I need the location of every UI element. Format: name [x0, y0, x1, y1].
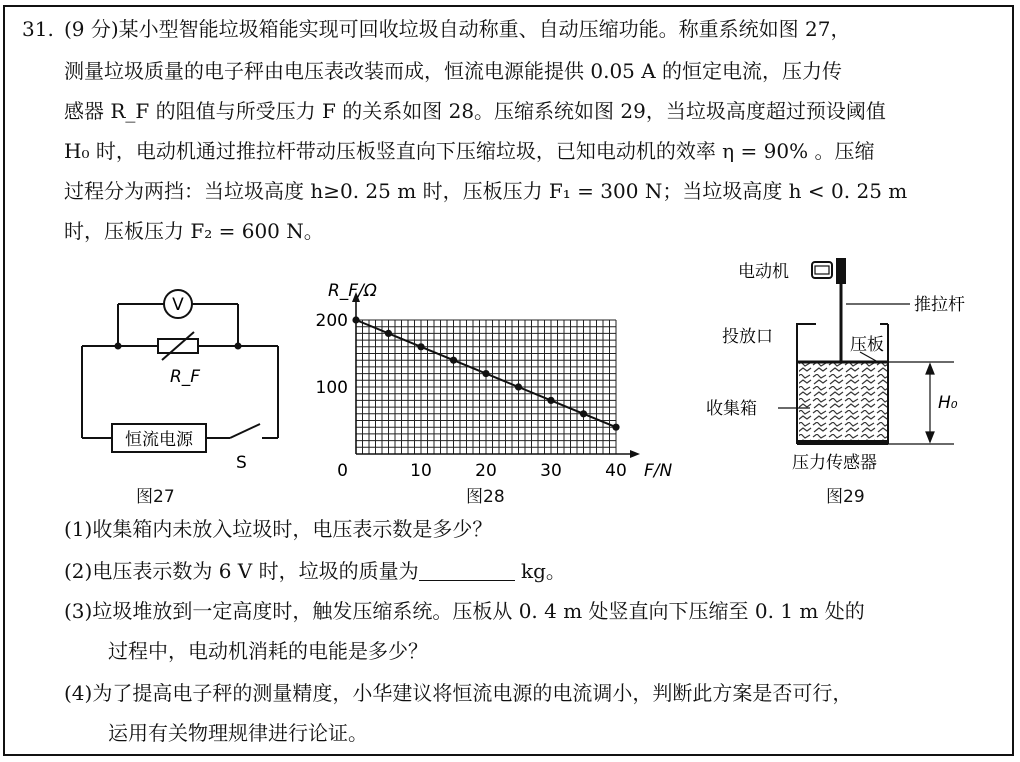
data-point — [612, 424, 619, 431]
sensor-label: 压力传感器 — [792, 453, 877, 473]
y-tick-label: 200 — [315, 311, 348, 331]
question-1-label: (1) — [64, 517, 93, 541]
trash-fill — [799, 362, 887, 440]
y-tick-label: 100 — [315, 378, 348, 398]
voltmeter-label: V — [172, 295, 184, 315]
inlet-edge — [797, 324, 816, 332]
problem-number: 31. — [22, 17, 54, 41]
inlet-label: 投放口 — [722, 327, 773, 347]
question-2-text: 电压表示数为 6 V 时，垃圾的质量为 — [92, 559, 419, 583]
x-axis-arrow — [630, 450, 640, 458]
data-point — [385, 330, 392, 337]
question-4 — [64, 680, 852, 706]
x-tick-label: 10 — [410, 461, 432, 481]
problem-line-5: 过程分为两挡：当垃圾高度 h≥0. 25 m 时，压板压力 F₁ = 300 N；当垃圾高度 h < 0. 25 m — [64, 179, 908, 203]
figure-27-caption: 图27 — [136, 487, 175, 507]
graph-grid — [356, 320, 616, 454]
rod-label: 推拉杆 — [914, 295, 965, 315]
pressure-sensor — [797, 440, 888, 445]
switch-label: S — [236, 453, 247, 473]
data-point — [547, 397, 554, 404]
question-2-unit: kg。 — [514, 559, 566, 583]
question-2 — [64, 558, 566, 584]
motor-label: 电动机 — [738, 262, 789, 282]
data-point — [450, 357, 457, 364]
question-3-label: (3) — [64, 599, 93, 623]
question-1-text: 收集箱内未放入垃圾时，电压表示数是多少？ — [92, 517, 493, 541]
question-1 — [64, 516, 492, 542]
resistor-label: R_F — [170, 367, 201, 387]
data-point — [352, 316, 359, 323]
figure-28-graph — [310, 270, 690, 490]
question-2-label: (2) — [64, 559, 93, 583]
problem-line-3: 感器 R_F 的阻值与所受压力 F 的关系如图 28。压缩系统如图 29，当垃圾高度超过预设阈值 — [64, 99, 886, 123]
bin-label: 收集箱 — [706, 399, 757, 419]
question-3-cont: 过程中，电动机消耗的电能是多少？ — [108, 639, 428, 663]
problem-line-4: H₀ 时，电动机通过推拉杆带动压板竖直向下压缩垃圾，已知电动机的效率 η = 90% 。压缩 — [64, 139, 875, 163]
question-4-label: (4) — [64, 681, 93, 705]
data-point — [482, 370, 489, 377]
x-tick-label: 20 — [475, 461, 497, 481]
problem-line-1: (9 分)某小型智能垃圾箱能实现可回收垃圾自动称重、自动压缩功能。称重系统如图 27， — [64, 17, 851, 41]
question-4-text: 为了提高电子秤的测量精度，小华建议将恒流电源的电流调小，判断此方案是否可行， — [92, 681, 853, 705]
problem-line-2: 测量垃圾质量的电子秤由电压表改装而成，恒流电源能提供 0.05 A 的恒定电流，压力传 — [64, 59, 843, 83]
origin-label: 0 — [337, 461, 348, 481]
source-label: 恒流电源 — [125, 430, 193, 450]
problem-line-6: 时，压板压力 F₂ = 600 N。 — [64, 219, 324, 243]
x-tick-label: 30 — [540, 461, 562, 481]
data-point — [580, 410, 587, 417]
junction-right — [235, 343, 242, 350]
x-tick-label: 40 — [605, 461, 627, 481]
height-label: H₀ — [938, 393, 958, 413]
motor-icon — [812, 258, 846, 284]
x-axis-label: F/N — [644, 461, 673, 481]
junction-left — [115, 343, 122, 350]
y-axis-label: R_F/Ω — [328, 281, 377, 301]
plate-label: 压板 — [850, 335, 884, 355]
figure-29-caption: 图29 — [826, 487, 865, 507]
figure-27-circuit — [70, 276, 290, 476]
answer-blank[interactable] — [419, 560, 515, 581]
data-point — [515, 383, 522, 390]
question-3-text: 垃圾堆放到一定高度时，触发压缩系统。压板从 0. 4 m 处竖直向下压缩至 0. 1 m 处的 — [92, 599, 865, 623]
data-point — [417, 343, 424, 350]
figure-29-compression — [700, 254, 1000, 484]
question-3 — [64, 598, 865, 624]
resistor-variable-arrow — [162, 332, 194, 360]
question-4-cont: 运用有关物理规律进行论证。 — [108, 721, 368, 745]
figure-28-caption: 图28 — [466, 487, 505, 507]
switch-lever — [230, 424, 260, 438]
